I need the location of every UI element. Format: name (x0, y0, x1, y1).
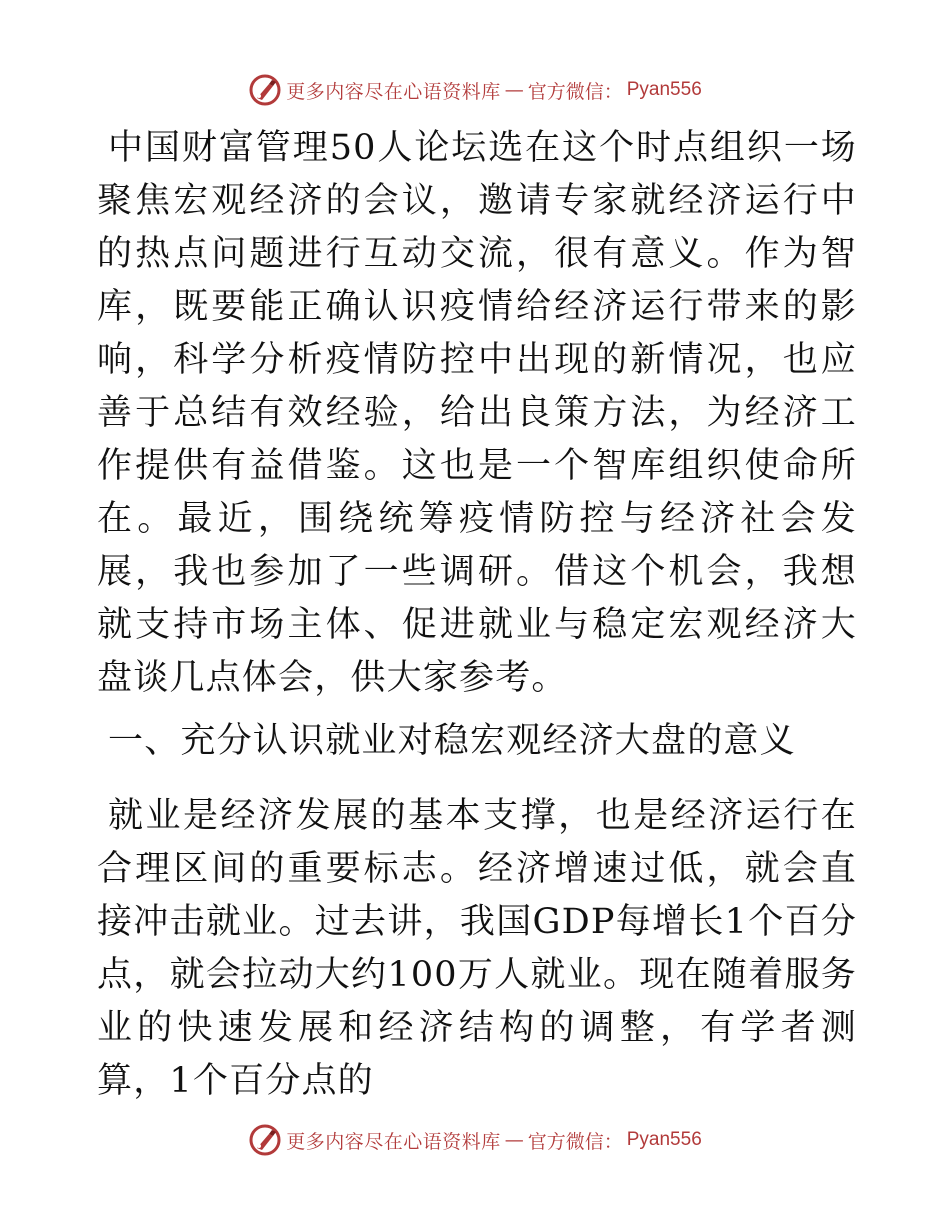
paragraph-employment: 就业是经济发展的基本支撑，也是经济运行在合理区间的重要标志。经济增速过低，就会直接冲击就业。过去讲，我国GDP每增长1个百分点，就会拉动大约100万人就业。现在随着服务业的快速发展和经济结构的调整，有学者测算，1个百分点的 (97, 796, 857, 1101)
banner-wechat-label: 官方微信： (527, 80, 623, 103)
document-body (97, 122, 857, 1108)
header-watermark-banner (0, 68, 950, 112)
banner-slogan: 更多内容尽在心语资料库 (286, 1130, 501, 1153)
banner-wechat-label: 官方微信： (527, 1130, 623, 1153)
paragraph-intro: 中国财富管理50人论坛选在这个时点组织一场聚焦宏观经济的会议，邀请专家就经济运行中的热点问题进行互动交流，很有意义。作为智库，既要能正确认识疫情给经济运行带来的影响，科学分析疫情防控中出现的新情况，也应善于总结有效经验，给出良策方法，为经济工作提供有益借鉴。这也是一个智库组织使命所在。最近，围绕统筹疫情防控与经济社会发展，我也参加了一些调研。借这个机会，我想就支持市场主体、促进就业与稳定宏观经济大盘谈几点体会，供大家参考。 (97, 128, 857, 698)
banner-separator: — (504, 79, 524, 101)
banner-slogan: 更多内容尽在心语资料库 (286, 80, 501, 103)
pen-logo-icon (248, 73, 282, 107)
banner-wechat-id: Pyan556 (626, 79, 702, 100)
section-heading: 一、充分认识就业对稳宏观经济大盘的意义 (108, 721, 796, 761)
banner-wechat-id: Pyan556 (626, 1129, 702, 1150)
banner-separator: — (504, 1129, 524, 1151)
footer-watermark-banner (0, 1118, 950, 1162)
pen-logo-icon (248, 1123, 282, 1157)
